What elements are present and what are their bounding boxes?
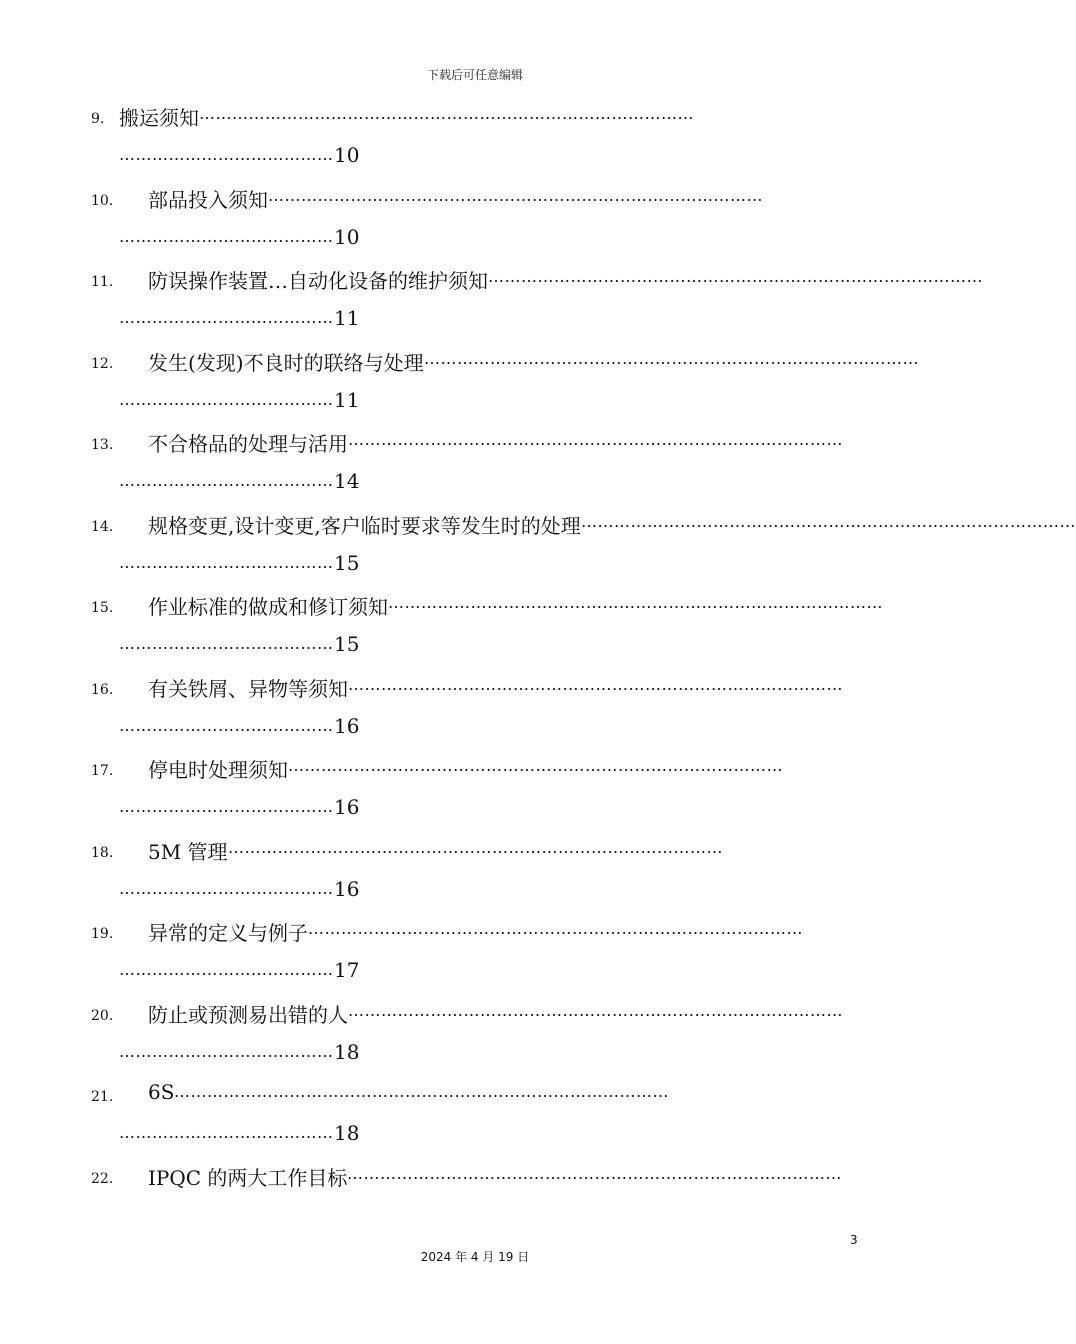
toc-leader-dots: ……………………………………………………………………………… bbox=[347, 1163, 842, 1183]
toc-entry[interactable] bbox=[0, 1080, 950, 1110]
toc-leader-dots: ……………………………………………………………………………… bbox=[268, 185, 763, 205]
toc-leader-dots: ………………………………… bbox=[119, 226, 334, 246]
toc-leader-dots: ………………………………… bbox=[119, 878, 334, 898]
toc-leader-dots: ……………………………………………………………………………… bbox=[488, 267, 983, 286]
toc-entry-continuation bbox=[0, 469, 950, 499]
toc-entry-continuation bbox=[0, 877, 950, 907]
toc-leader-dots: ……………………………………………………………………………… bbox=[348, 674, 843, 694]
toc-entry-title: 异常的定义与例子 bbox=[148, 921, 308, 945]
toc-page-number: 11 bbox=[334, 306, 360, 330]
toc-entry-title: IPQC 的两大工作目标 bbox=[148, 1165, 348, 1190]
footer-date: 2024 年 4 月 19 日 bbox=[420, 1250, 530, 1264]
toc-page-number: 16 bbox=[334, 876, 360, 901]
toc-leader-dots: ……………………………………………………………………………… bbox=[581, 511, 1076, 531]
toc-leader-dots: ………………………………… bbox=[119, 1123, 334, 1142]
toc-entry-title: 防误操作装置…自动化设备的维护须知 bbox=[148, 269, 488, 293]
toc-entry[interactable] bbox=[0, 102, 950, 132]
toc-leader-dots: ………………………………… bbox=[119, 389, 334, 409]
toc-entry-continuation bbox=[0, 714, 950, 744]
toc-leader-dots: ……………………………………………………………………………… bbox=[308, 919, 803, 938]
toc-entry[interactable] bbox=[0, 428, 950, 458]
toc-leader-dots: ………………………………… bbox=[119, 960, 334, 979]
toc-page-number: 15 bbox=[334, 632, 360, 656]
toc-page-number: 16 bbox=[334, 713, 360, 738]
toc-entry-title: 停电时处理须知 bbox=[148, 758, 288, 782]
page-header: 下载后可任意编辑 bbox=[426, 68, 523, 82]
toc-entry-continuation bbox=[0, 551, 950, 581]
toc-entry-title: 搬运须知 bbox=[119, 106, 199, 130]
toc-entry-number: 18. bbox=[91, 844, 114, 861]
toc-entry[interactable] bbox=[0, 265, 983, 295]
toc-leader-dots: ………………………………… bbox=[119, 471, 334, 490]
toc-leader-dots: ……………………………………………………………………………… bbox=[228, 837, 723, 857]
toc-entry[interactable] bbox=[0, 591, 950, 621]
toc-entry[interactable] bbox=[0, 836, 950, 866]
toc-leader-dots: ……………………………………………………………………………… bbox=[199, 104, 694, 123]
toc-leader-dots: ………………………………… bbox=[119, 552, 334, 572]
toc-leader-dots: ………………………………… bbox=[119, 308, 334, 327]
toc-leader-dots: ……………………………………………………………………………… bbox=[174, 1082, 669, 1101]
toc-entry-number: 14. bbox=[91, 518, 114, 535]
toc-leader-dots: ……………………………………………………………………………… bbox=[288, 756, 783, 775]
toc-entry-number: 16. bbox=[91, 681, 114, 698]
toc-entry-number: 20. bbox=[91, 1007, 114, 1024]
toc-entry-continuation bbox=[0, 1040, 950, 1070]
toc-entry-number: 21. bbox=[91, 1089, 114, 1105]
toc-page-number: 16 bbox=[334, 795, 360, 819]
toc-entry-title: 发生(发现)不良时的联络与处理 bbox=[148, 350, 424, 375]
toc-leader-dots: ……………………………………………………………………………… bbox=[348, 1000, 843, 1020]
toc-entry-title: 有关铁屑、异物等须知 bbox=[148, 676, 348, 701]
toc-entry-continuation bbox=[0, 388, 950, 418]
toc-entry[interactable] bbox=[0, 673, 950, 703]
toc-entry-number: 17. bbox=[91, 763, 114, 779]
toc-page-number: 10 bbox=[334, 143, 360, 167]
toc-entry-number: 22. bbox=[91, 1170, 114, 1187]
toc-leader-dots: ………………………………… bbox=[119, 797, 334, 816]
toc-entry-continuation bbox=[0, 958, 950, 988]
toc-entry-number: 15. bbox=[91, 600, 114, 616]
toc-entry-continuation bbox=[0, 1121, 950, 1151]
toc-leader-dots: ……………………………………………………………………………… bbox=[424, 348, 919, 368]
page-number: 3 bbox=[850, 1233, 858, 1247]
toc-leader-dots: ……………………………………………………………………………… bbox=[348, 430, 843, 449]
toc-entry-title: 规格变更,设计变更,客户临时要求等发生时的处理 bbox=[148, 513, 581, 538]
toc-entry-title: 不合格品的处理与活用 bbox=[148, 432, 348, 456]
toc-entry-number: 19. bbox=[91, 926, 114, 942]
toc-leader-dots: ………………………………… bbox=[119, 1041, 334, 1061]
toc-entry-continuation bbox=[0, 143, 950, 173]
toc-entry-title: 防止或预测易出错的人 bbox=[148, 1002, 348, 1027]
toc-entry[interactable] bbox=[0, 1162, 950, 1192]
toc-leader-dots: ………………………………… bbox=[119, 634, 334, 653]
toc-entry-title: 作业标准的做成和修订须知 bbox=[148, 595, 388, 619]
toc-entry[interactable] bbox=[0, 999, 950, 1029]
toc-entry-continuation bbox=[0, 632, 950, 662]
toc-page-number: 10 bbox=[334, 224, 360, 249]
toc-page-number: 15 bbox=[334, 550, 360, 575]
toc-page-number: 18 bbox=[334, 1039, 360, 1064]
toc-leader-dots: ………………………………… bbox=[119, 145, 334, 164]
toc-entry-number: 10. bbox=[91, 192, 114, 209]
toc-leader-dots: ………………………………… bbox=[119, 715, 334, 735]
toc-entry-continuation bbox=[0, 306, 950, 336]
toc-page-number: 11 bbox=[334, 387, 360, 412]
toc-entry[interactable] bbox=[0, 510, 1076, 540]
toc-entry-continuation bbox=[0, 225, 950, 255]
toc-entry[interactable] bbox=[0, 347, 950, 377]
toc-entry-number: 11. bbox=[91, 274, 114, 290]
toc-entry-title: 6S bbox=[148, 1080, 175, 1104]
toc-entry-number: 9. bbox=[91, 111, 105, 127]
toc-entry[interactable] bbox=[0, 917, 950, 947]
toc-page-number: 18 bbox=[334, 1121, 360, 1145]
toc-leader-dots: ……………………………………………………………………………… bbox=[388, 593, 883, 612]
toc-entry-title: 部品投入须知 bbox=[148, 187, 268, 212]
toc-entry[interactable] bbox=[0, 754, 950, 784]
toc-entry-number: 12. bbox=[91, 355, 114, 372]
toc-entry-title: 5M 管理 bbox=[148, 839, 228, 864]
toc-entry-number: 13. bbox=[91, 437, 114, 453]
toc-page-number: 14 bbox=[334, 469, 360, 493]
toc-entry[interactable] bbox=[0, 184, 950, 214]
toc-page-number: 17 bbox=[334, 958, 360, 982]
toc-entry-continuation bbox=[0, 795, 950, 825]
